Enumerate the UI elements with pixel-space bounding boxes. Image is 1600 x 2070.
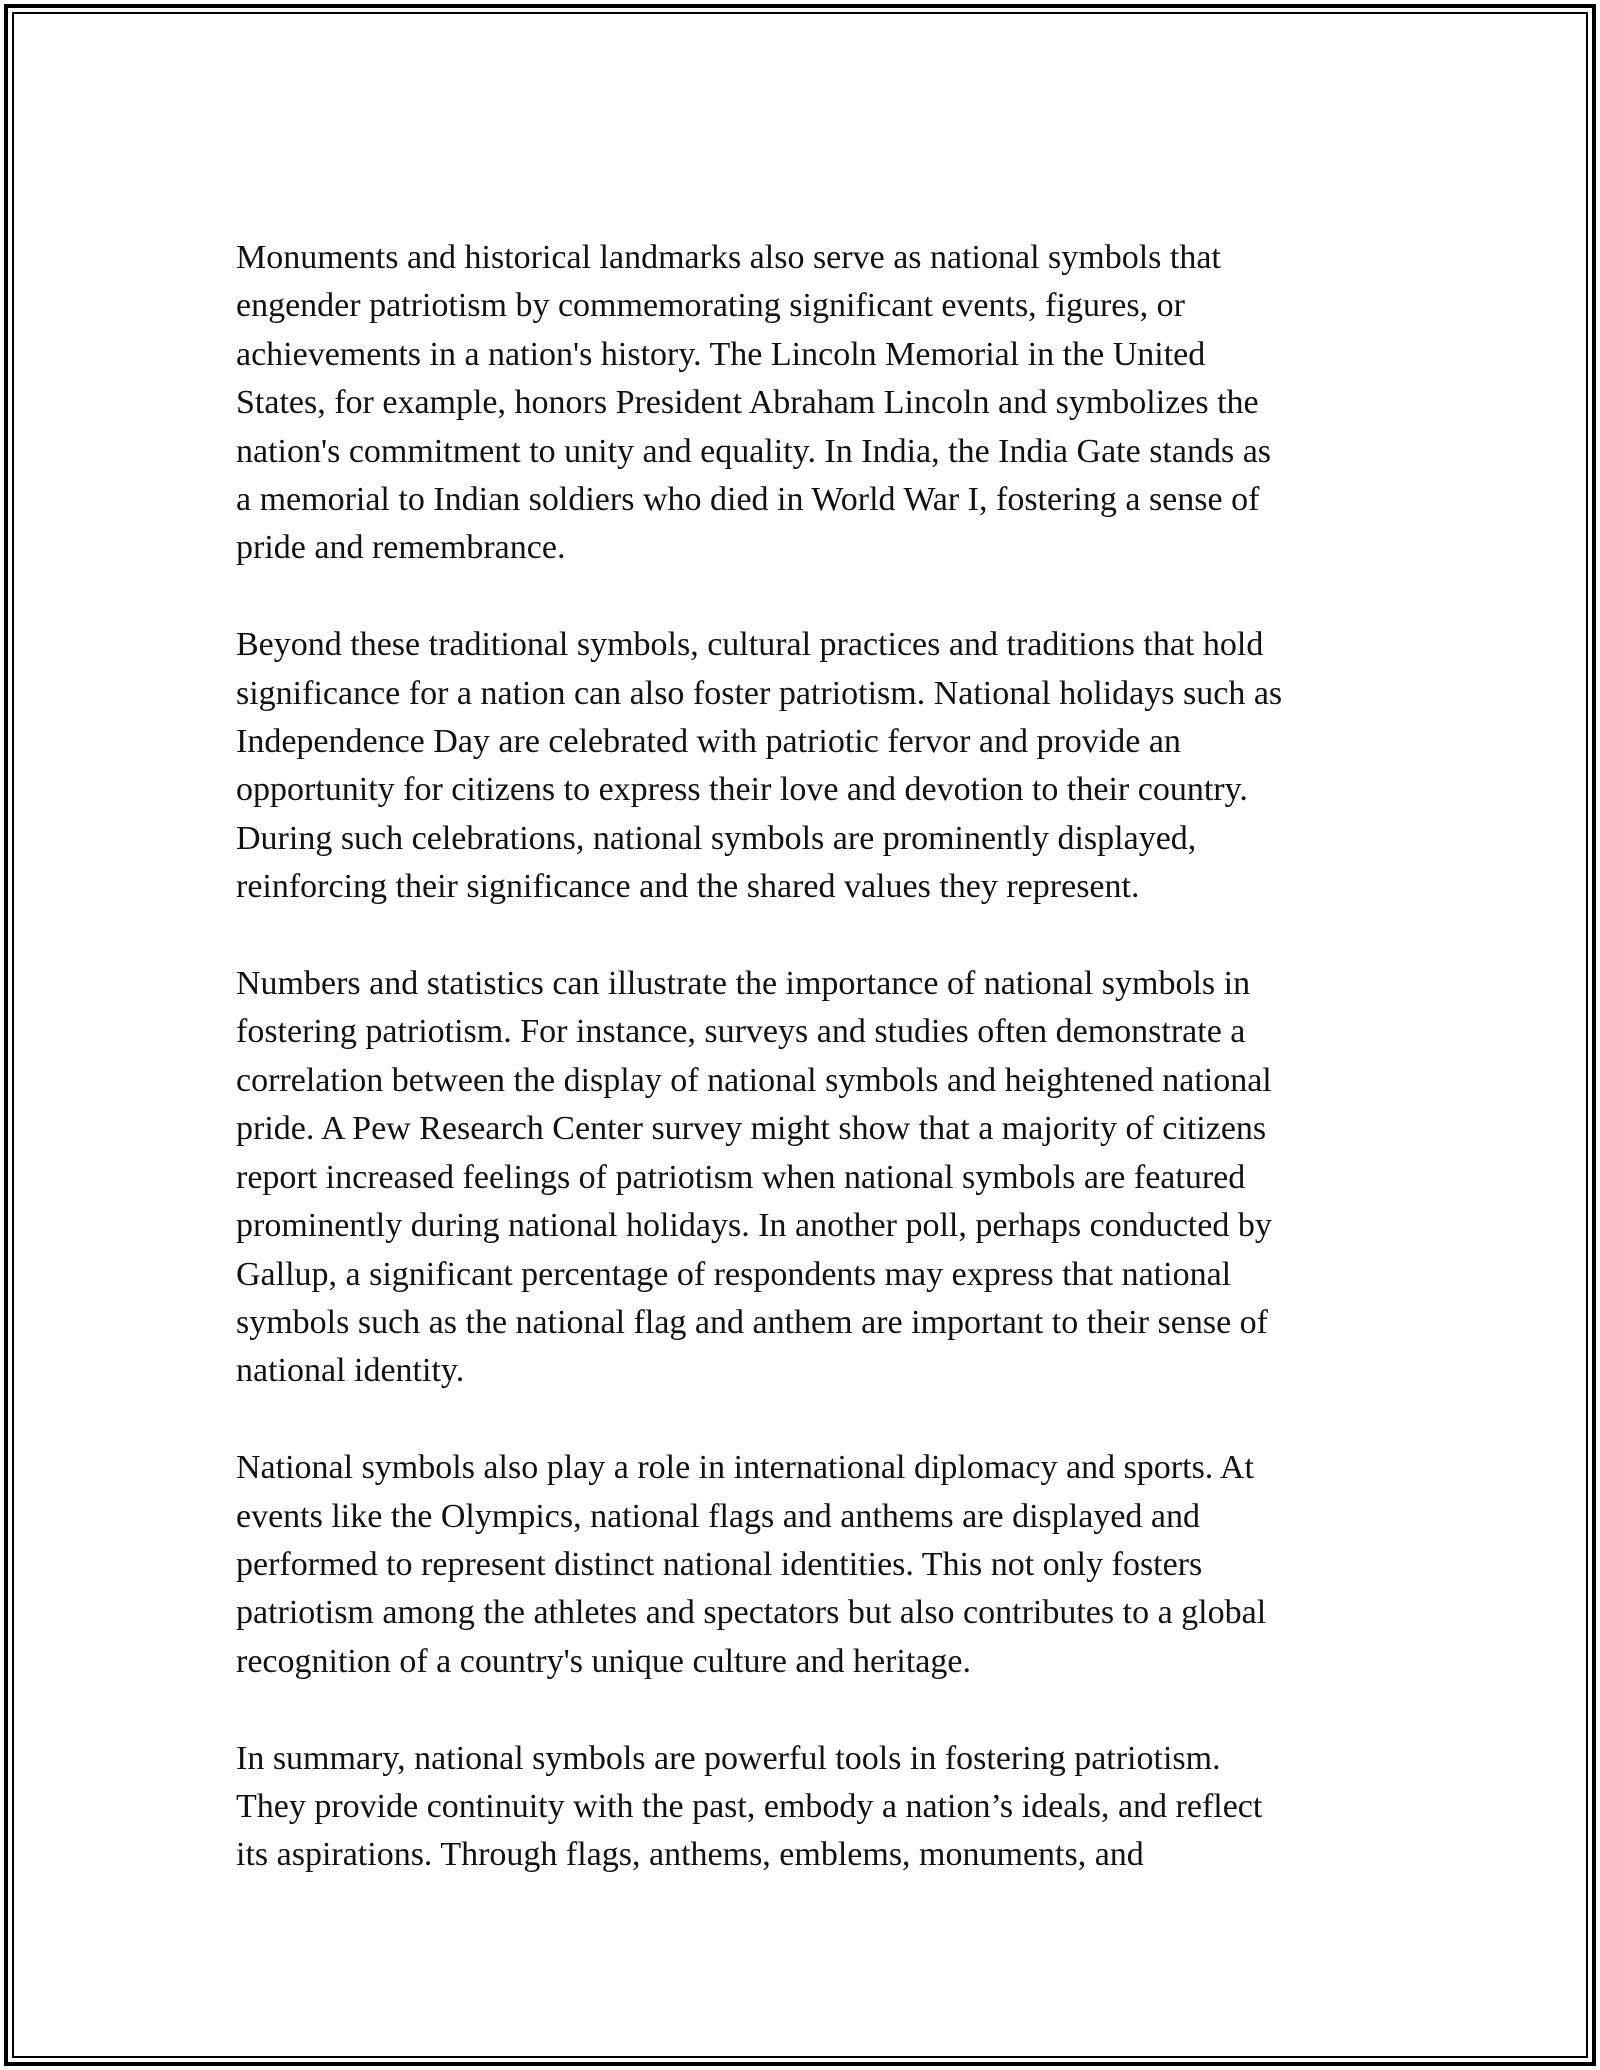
paragraph-summary (236, 1735, 1386, 1880)
text-line: prominently during national holidays. In another poll, perhaps conducted by (236, 1207, 1272, 1245)
text-line: In summary, national symbols are powerful tools in fostering patriotism. (236, 1739, 1221, 1777)
text-line: reinforcing their significance and the shared values they represent. (236, 868, 1140, 906)
text-line: report increased feelings of patriotism when national symbols are featured (236, 1158, 1246, 1196)
text-line: achievements in a nation's history. The Lincoln Memorial in the United (236, 335, 1206, 373)
text-line: significance for a nation can also foster patriotism. National holidays such as (236, 674, 1283, 712)
text-line: Gallup, a significant percentage of respondents may express that national (236, 1255, 1232, 1293)
text-line: Numbers and statistics can illustrate the importance of national symbols in (236, 965, 1251, 1003)
text-line: its aspirations. Through flags, anthems, emblems, monuments, and (236, 1836, 1144, 1874)
text-line: symbols such as the national flag and anthem are important to their sense of (236, 1303, 1269, 1341)
text-line: engender patriotism by commemorating significant events, figures, or (236, 287, 1185, 325)
text-line: nation's commitment to unity and equality. In India, the India Gate stands as (236, 432, 1272, 470)
text-line: States, for example, honors President Abraham Lincoln and symbolizes the (236, 384, 1259, 422)
text-line: opportunity for citizens to express their love and devotion to their country. (236, 771, 1248, 809)
text-line: events like the Olympics, national flags and anthems are displayed and (236, 1497, 1201, 1535)
text-line: a memorial to Indian soldiers who died in World War I, fostering a sense of (236, 481, 1260, 519)
text-line: recognition of a country's unique culture and heritage. (236, 1642, 971, 1680)
paragraph-statistics (236, 960, 1386, 1396)
text-line: Independence Day are celebrated with patriotic fervor and provide an (236, 723, 1181, 761)
text-line: pride. A Pew Research Center survey might show that a majority of citizens (236, 1110, 1267, 1148)
paragraph-monuments (236, 234, 1386, 573)
text-line: national identity. (236, 1352, 465, 1390)
text-line: During such celebrations, national symbols are prominently displayed, (236, 819, 1197, 857)
text-line: performed to represent distinct national identities. This not only fosters (236, 1545, 1203, 1583)
text-line: Monuments and historical landmarks also serve as national symbols that (236, 239, 1221, 276)
text-line: They provide continuity with the past, embody a nation’s ideals, and reflect (236, 1787, 1263, 1825)
text-line: pride and remembrance. (236, 529, 566, 567)
text-line: National symbols also play a role in international diplomacy and sports. At (236, 1449, 1254, 1487)
text-line: fostering patriotism. For instance, surveys and studies often demonstrate a (236, 1013, 1246, 1051)
paragraph-diplomacy-sports (236, 1444, 1386, 1686)
document-body (236, 234, 1386, 1928)
text-line: patriotism among the athletes and spectators but also contributes to a global (236, 1594, 1267, 1632)
paragraph-cultural-practices (236, 621, 1386, 911)
text-line: correlation between the display of national symbols and heightened national (236, 1061, 1272, 1099)
text-line: Beyond these traditional symbols, cultural practices and traditions that hold (236, 626, 1264, 664)
